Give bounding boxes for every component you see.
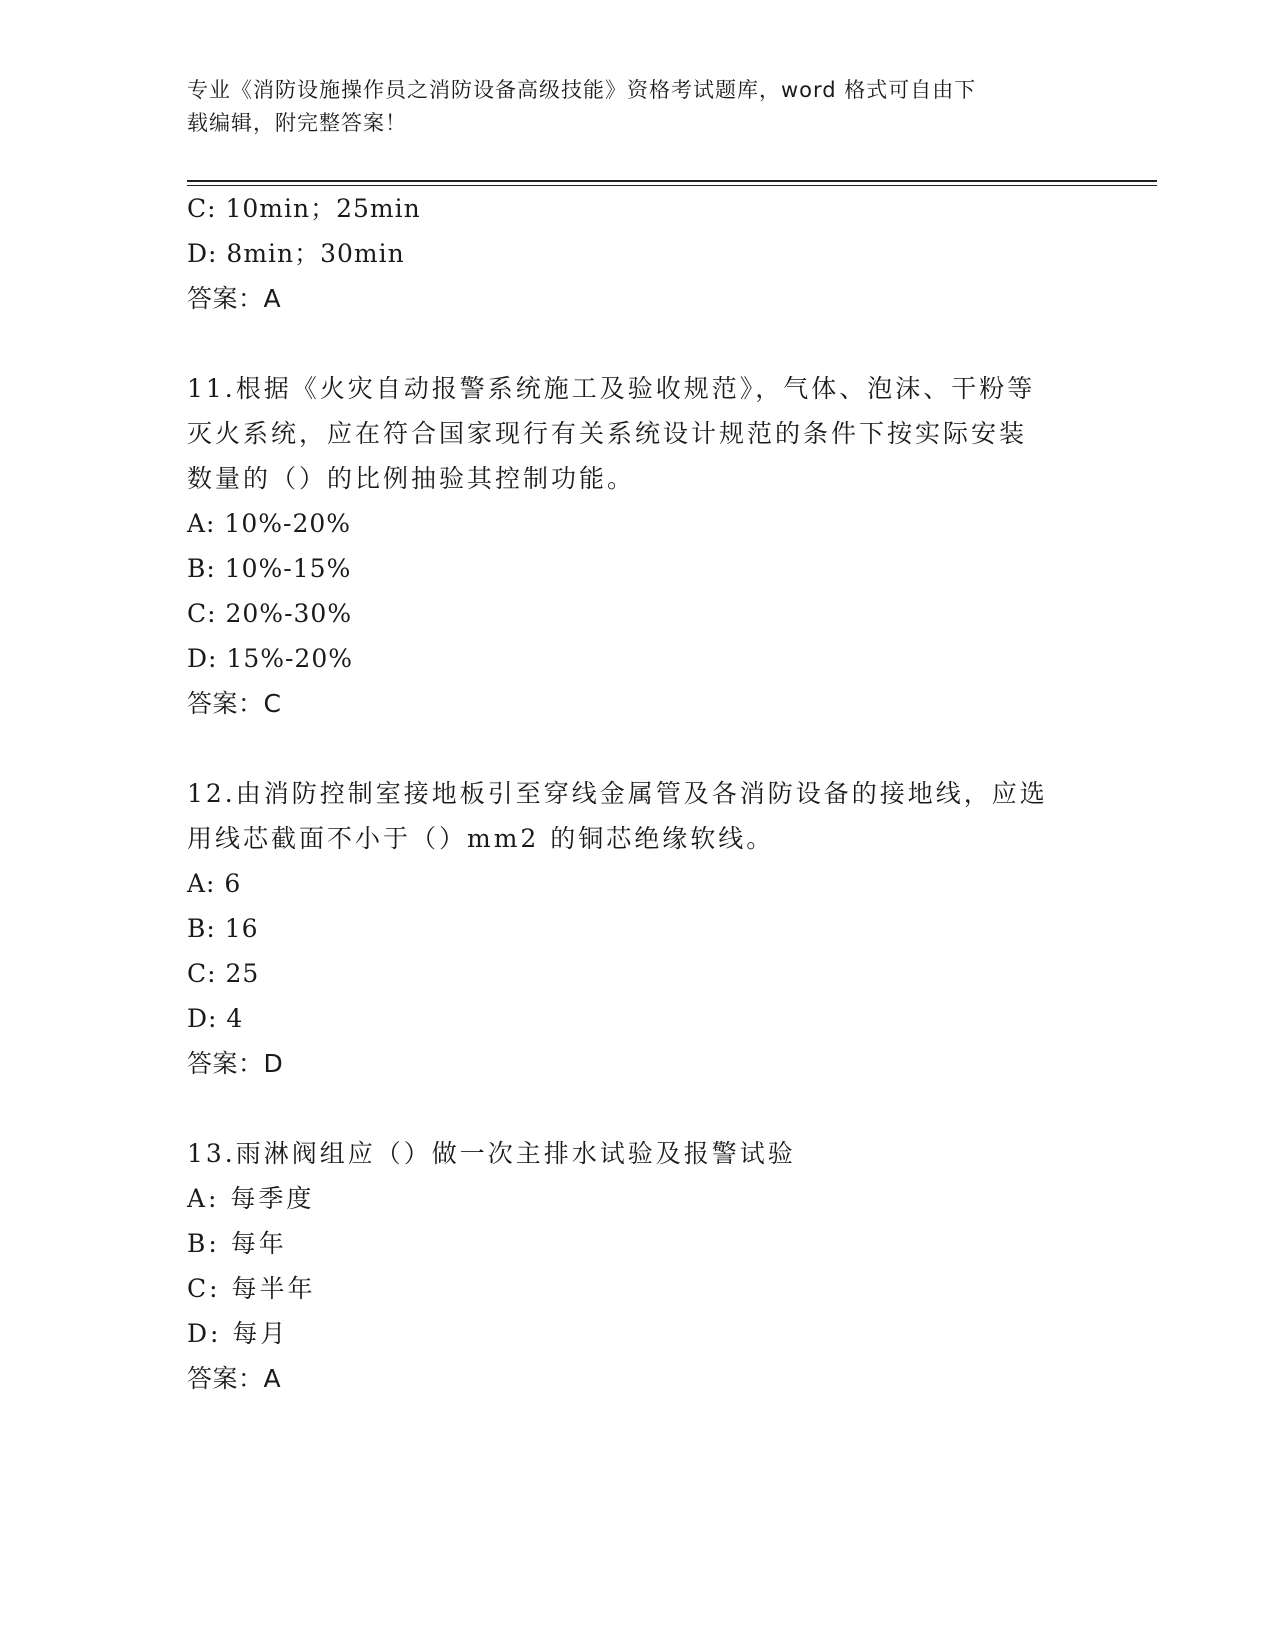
header-divider-thin bbox=[187, 185, 1157, 186]
q12-text-line-2: 用线芯截面不小于（）mm2 的铜芯绝缘软线。 bbox=[187, 824, 775, 853]
q12-answer: 答案：D bbox=[187, 1049, 284, 1078]
header-line-1: 专业《消防设施操作员之消防设备高级技能》资格考试题库，word 格式可自由下 bbox=[187, 78, 977, 102]
q12-option-c: C: 25 bbox=[187, 959, 260, 988]
q11-text-line-2: 灭火系统，应在符合国家现行有关系统设计规范的条件下按实际安装 bbox=[187, 419, 1028, 448]
q11-option-b: B: 10%-15% bbox=[187, 554, 352, 583]
q12-option-a: A: 6 bbox=[187, 869, 242, 898]
q12-text-line-1: 12.由消防控制室接地板引至穿线金属管及各消防设备的接地线，应选 bbox=[187, 779, 1048, 808]
q13-text-line-1: 13.雨淋阀组应（）做一次主排水试验及报警试验 bbox=[187, 1139, 796, 1168]
q12-option-b: B: 16 bbox=[187, 914, 259, 943]
q13-option-b: B: 每年 bbox=[187, 1229, 287, 1258]
q11-option-d: D: 15%-20% bbox=[187, 644, 353, 673]
q11-answer: 答案：C bbox=[187, 689, 282, 718]
header-line-2: 载编辑，附完整答案！ bbox=[187, 111, 407, 135]
q11-text-line-1: 11.根据《火灾自动报警系统施工及验收规范》，气体、泡沫、干粉等 bbox=[187, 374, 1036, 403]
document-header bbox=[187, 74, 1067, 140]
prev-answer: 答案：A bbox=[187, 284, 282, 313]
q13-option-a: A: 每季度 bbox=[187, 1184, 315, 1213]
q11-text-line-3: 数量的（）的比例抽验其控制功能。 bbox=[187, 464, 636, 493]
q11-option-a: A: 10%-20% bbox=[187, 509, 352, 538]
header-divider-thick bbox=[187, 180, 1157, 182]
prev-option-c: C: 10min；25min bbox=[187, 194, 421, 223]
q13-option-c: C: 每半年 bbox=[187, 1274, 316, 1303]
q11-option-c: C: 20%-30% bbox=[187, 599, 353, 628]
prev-option-d: D: 8min；30min bbox=[187, 239, 405, 268]
q13-option-d: D: 每月 bbox=[187, 1319, 289, 1348]
q12-option-d: D: 4 bbox=[187, 1004, 244, 1033]
q13-answer: 答案：A bbox=[187, 1364, 282, 1393]
